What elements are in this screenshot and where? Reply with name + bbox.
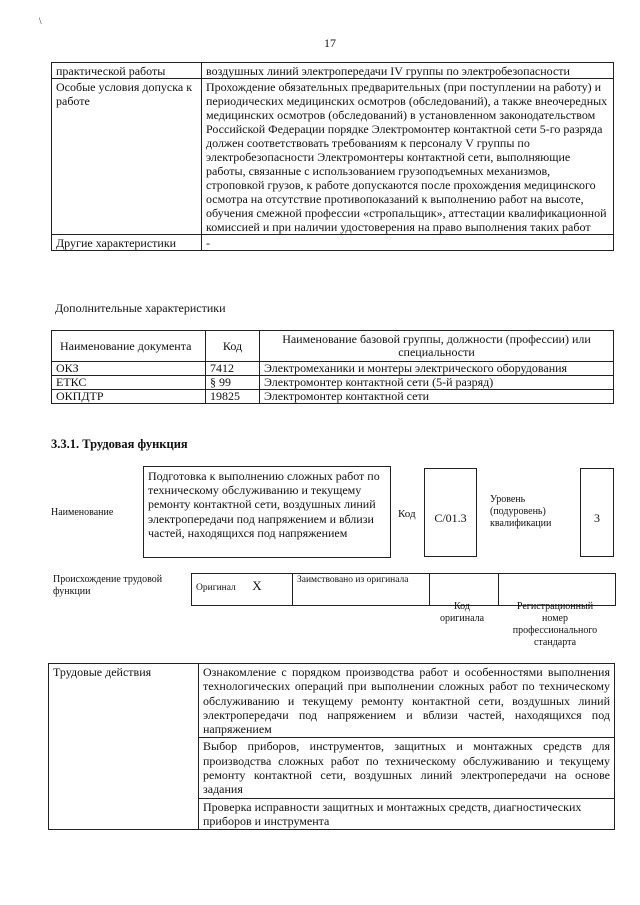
- table-row: [52, 79, 614, 235]
- table-cell: 7412: [206, 362, 260, 376]
- column-header: Наименование базовой группы, должности (профессии) или специальности: [260, 331, 614, 362]
- table-row: [49, 664, 615, 738]
- origin-label: Происхождение трудовой функции: [53, 574, 163, 597]
- table-row: [52, 235, 614, 251]
- function-name-box: Подготовка к выполнению сложных работ по техническому обслуживанию и текущему ремонту контактной сети, воздушных линий электропередачи под напряжением и вблизи частей, находящихся под напряжением: [143, 466, 391, 558]
- original-checkmark: X: [252, 578, 262, 593]
- table-row: [52, 390, 614, 404]
- original-label: Оригинал: [196, 583, 236, 593]
- table-cell: Электромеханики и монтеры электрического оборудования: [260, 362, 614, 376]
- table-cell: Электромонтер контактной сети: [260, 390, 614, 404]
- level-label: Уровень (подуровень) квалификации: [490, 494, 552, 529]
- origin-reg-caption: Регистрационный номер профессионального стандарта: [512, 601, 598, 648]
- origin-original-cell: [192, 574, 293, 606]
- row-value: воздушных линий электропередачи IV группы по электробезопасности: [202, 63, 614, 79]
- column-header: Наименование документа: [52, 331, 206, 362]
- additional-table: [51, 330, 614, 404]
- table-cell: ОКЗ: [52, 362, 206, 376]
- name-label: Наименование: [51, 507, 114, 518]
- row-value: Прохождение обязательных предварительных (при поступлении на работу) и периодических медицинских осмотров (обследований), а также внеочередных медицинских осмотров (обследований) в установленном законодательством Российской Федерации порядке Электромонтер контактной сети 5-го разряда должен соответствовать требованиям к персоналу V группы по электробезопасности Электромонтеры контактной сети, выполняющие работы, связанные с использованием грузоподъемных механизмов, строповкой грузов, к работе допускаются после прохождения медицинского осмотра на отсутствие противопоказаний к выполнению работ на высоте, обучения смежной профессии «стропальщик», аттестации квалификационной комиссией и при наличии удостоверения на право выполнения таких работ: [202, 79, 614, 235]
- table-cell: ОКПДТР: [52, 390, 206, 404]
- labor-actions-table: [48, 663, 615, 830]
- scan-mark: \: [39, 16, 42, 26]
- action-item: Выбор приборов, инструментов, защитных и монтажных средств для производства сложных работ по техническому обслуживанию и текущему ремонту контактной сети, воздушных линий электропередачи на основе задания: [199, 738, 615, 798]
- code-value-box: С/01.3: [424, 468, 477, 557]
- actions-label: Трудовые действия: [49, 664, 199, 830]
- page-number: 17: [324, 36, 336, 50]
- action-item: Проверка исправности защитных и монтажных средств, диагностических приборов и инструмента: [199, 798, 615, 830]
- row-label: Другие характеристики: [52, 235, 202, 251]
- column-header: Код: [206, 331, 260, 362]
- table-row: [52, 376, 614, 390]
- row-label: Особые условия допуска к работе: [52, 79, 202, 235]
- table-cell: § 99: [206, 376, 260, 390]
- origin-code-caption: Код оригинала: [439, 601, 485, 624]
- row-value: -: [202, 235, 614, 251]
- additional-heading: Дополнительные характеристики: [55, 301, 226, 315]
- table-header-row: [52, 331, 614, 362]
- section-title: 3.3.1. Трудовая функция: [51, 437, 188, 451]
- table-row: [52, 63, 614, 79]
- table-cell: ЕТКС: [52, 376, 206, 390]
- table-row: [52, 362, 614, 376]
- action-item: Ознакомление с порядком производства работ и особенностями выполнения технологических операций при выполнении сложных работ по техническому обслуживанию и текущему ремонту контактной сети, воздушных линий электропередачи под напряжением и вблизи частей, находящихся под напряжением: [199, 664, 615, 738]
- level-value-box: 3: [580, 468, 614, 557]
- requirements-table: [51, 62, 614, 251]
- code-label: Код: [398, 508, 416, 520]
- row-label: практической работы: [52, 63, 202, 79]
- borrowed-label: Заимствовано из оригинала: [293, 574, 430, 606]
- table-cell: Электромонтер контактной сети (5-й разряд): [260, 376, 614, 390]
- table-cell: 19825: [206, 390, 260, 404]
